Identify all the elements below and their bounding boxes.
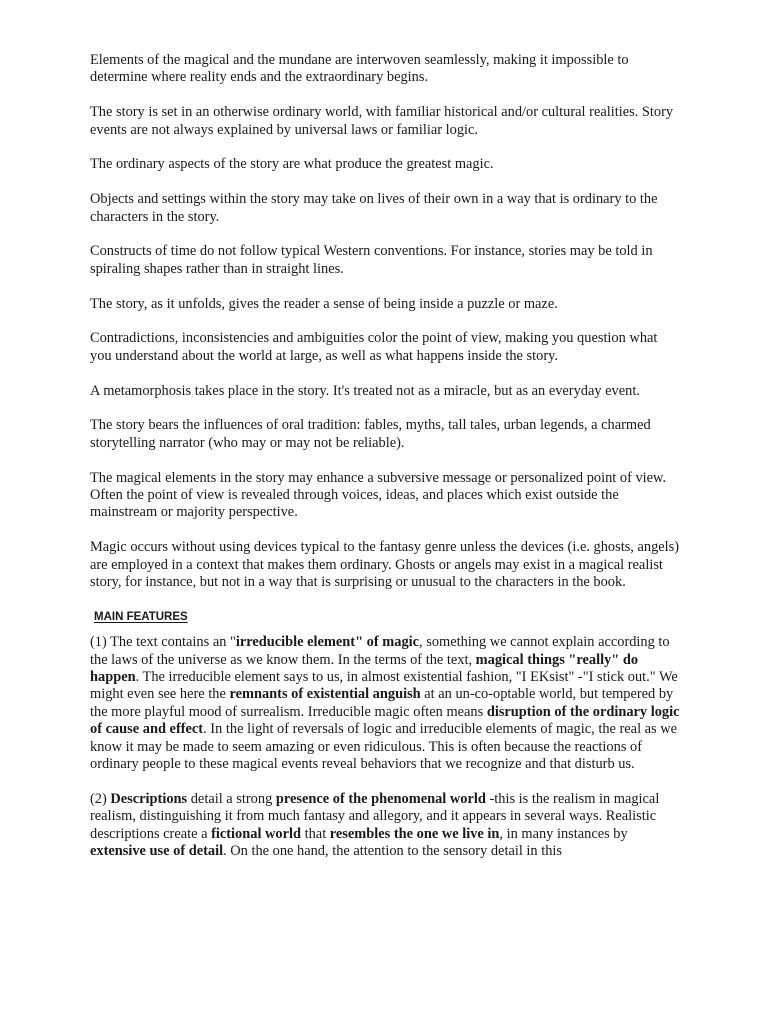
paragraph-8: A metamorphosis takes place in the story. It's treated not as a miracle, but as an everyday event. bbox=[90, 382, 640, 399]
main-features-heading: MAIN FEATURES bbox=[94, 610, 188, 623]
feature-2-bold-3: fictional world bbox=[211, 825, 302, 842]
document-body bbox=[90, 52, 682, 878]
paragraph-9: The story bears the influences of oral tradition: fables, myths, tall tales, urban legends, a charmed storytelling narrator (who may or may not be reliable). bbox=[90, 417, 651, 451]
feature-1-paragraph bbox=[90, 634, 682, 773]
paragraph-11: Magic occurs without using devices typical to the fantasy genre unless the devices (i.e. ghosts, angels) are employed in a context that makes them ordinary. Ghosts or angels may exist in a magical realist story, for instance, but not in a way that is surprising or unusual to the characters in the book. bbox=[90, 539, 680, 591]
feature-2-text-6: . On the one hand, the attention to the sensory detail in this bbox=[223, 843, 563, 860]
feature-1-text-3: . The irreducible element says to us, in almost existential fashion, "I EKsist" -"I stick out." We might even see here the bbox=[90, 669, 678, 703]
paragraph-6: The story, as it unfolds, gives the reader a sense of being inside a puzzle or maze. bbox=[90, 295, 558, 312]
paragraph-7: Contradictions, inconsistencies and ambiguities color the point of view, making you question what you understand about the world at large, as well as what happens inside the story. bbox=[90, 330, 658, 364]
paragraph-2: The story is set in an otherwise ordinary world, with familiar historical and/or cultural realities. Story events are not always explained by universal laws or familiar logic. bbox=[90, 104, 674, 138]
paragraph-3: The ordinary aspects of the story are what produce the greatest magic. bbox=[90, 156, 494, 173]
feature-1-bold-3: remnants of existential anguish bbox=[229, 686, 421, 703]
feature-2-text-2: detail a strong bbox=[187, 790, 276, 807]
paragraph-10: The magical elements in the story may enhance a subversive message or personalized point of view. Often the point of view is revealed through voices, ideas, and places which exist outside the mainstream or majority perspective. bbox=[90, 469, 667, 521]
feature-2-text-3: -this is the realism in magical realism, distinguishing it from much fantasy and allegory, and it appears in several ways. Realistic descriptions create a bbox=[90, 790, 660, 842]
feature-1-bold-2: magical things "really" do happen bbox=[90, 651, 639, 686]
feature-1-text-4: at an un-co-optable world, but tempered by the more playful mood of surrealism. Irreducible magic often means bbox=[90, 686, 674, 720]
feature-2-text-5: , in many instances by bbox=[499, 825, 628, 842]
feature-2-bold-2: presence of the phenomenal world bbox=[275, 790, 486, 807]
feature-2-paragraph bbox=[90, 791, 682, 861]
feature-2-bold-5: extensive use of detail bbox=[90, 843, 224, 860]
feature-1-text-1: (1) The text contains an " bbox=[90, 634, 236, 651]
feature-2-bold-1: Descriptions bbox=[110, 790, 188, 807]
paragraph-1: Elements of the magical and the mundane are interwoven seamlessly, making it impossible to determine where reality ends and the extraordinary begins. bbox=[90, 52, 629, 86]
feature-2-bold-4: resembles the one we live in bbox=[329, 825, 500, 842]
feature-1-bold-1: irreducible element" of magic bbox=[235, 634, 420, 651]
feature-1-text-2: , something we cannot explain according to the laws of the universe as we know them. In the terms of the text, bbox=[90, 634, 670, 668]
feature-1-text-5: . In the light of reversals of logic and irreducible elements of magic, the real as we know it may be made to seem amazing or even ridiculous. This is often because the reactions of ordinary people to these magical events reveal behaviors that we recognize and that disturb us. bbox=[90, 721, 678, 773]
feature-2-text-1: (2) bbox=[90, 790, 111, 807]
feature-1-bold-4: disruption of the ordinary logic of cause and effect bbox=[90, 703, 680, 738]
paragraph-4: Objects and settings within the story may take on lives of their own in a way that is ordinary to the characters in the story. bbox=[90, 191, 658, 225]
paragraph-5: Constructs of time do not follow typical Western conventions. For instance, stories may be told in spiraling shapes rather than in straight lines. bbox=[90, 243, 653, 277]
feature-2-text-4: that bbox=[301, 825, 330, 842]
